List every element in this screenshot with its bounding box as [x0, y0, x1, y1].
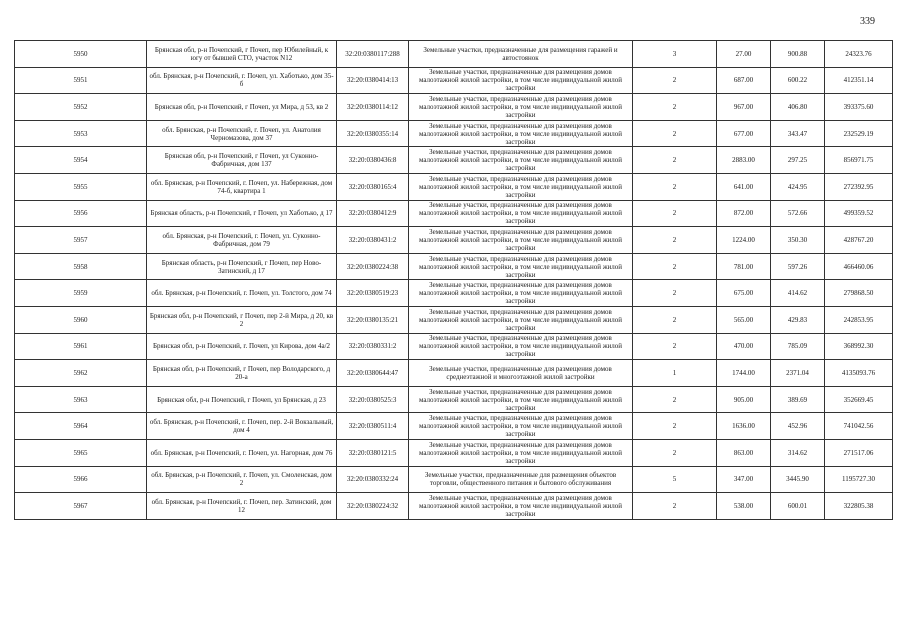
row-number: 5967 — [15, 493, 147, 520]
group-number-cell: 2 — [633, 306, 717, 333]
table-row — [15, 227, 893, 254]
cadastral-valuation-table — [14, 40, 893, 520]
address-cell: Брянская обл, р-н Почепский, г. Почеп, ул Кирова, дом 4а/2 — [147, 333, 337, 360]
group-number-cell: 2 — [633, 493, 717, 520]
group-number-cell: 2 — [633, 439, 717, 466]
specific-value-cell: 2371.04 — [771, 360, 825, 387]
row-number: 5966 — [15, 466, 147, 493]
address-cell: Брянская обл, р-н Почепский, г Почеп, ул Суконно-Фабричная, дом 137 — [147, 147, 337, 174]
specific-value-cell: 297.25 — [771, 147, 825, 174]
group-number-cell: 2 — [633, 200, 717, 227]
specific-value-cell: 414.62 — [771, 280, 825, 307]
group-number-cell: 2 — [633, 413, 717, 440]
row-number: 5959 — [15, 280, 147, 307]
row-number: 5965 — [15, 439, 147, 466]
land-use-cell: Земельные участки, предназначенные для размещения домов малоэтажной жилой застройки, в том числе индивидуальной жилой застройки — [409, 439, 633, 466]
land-use-cell: Земельные участки, предназначенные для размещения домов малоэтажной жилой застройки, в том числе индивидуальной жилой застройки — [409, 386, 633, 413]
cadastral-cost-cell: 368992.30 — [825, 333, 893, 360]
area-cell: 675.00 — [717, 280, 771, 307]
cadastral-cost-cell: 741042.56 — [825, 413, 893, 440]
specific-value-cell: 389.69 — [771, 386, 825, 413]
land-use-cell: Земельные участки, предназначенные для размещения домов малоэтажной жилой застройки, в том числе индивидуальной жилой застройки — [409, 200, 633, 227]
cadastral-number-cell: 32:20:0380412:9 — [337, 200, 409, 227]
cadastral-cost-cell: 242853.95 — [825, 306, 893, 333]
land-use-cell: Земельные участки, предназначенные для размещения домов малоэтажной жилой застройки, в том числе индивидуальной жилой застройки — [409, 280, 633, 307]
area-cell: 1744.00 — [717, 360, 771, 387]
cadastral-cost-cell: 232529.19 — [825, 120, 893, 147]
address-cell: обл. Брянская, р-н Почепский, г. Почеп, ул. Набережная, дом 74-б, квартира 1 — [147, 173, 337, 200]
row-number: 5957 — [15, 227, 147, 254]
table-row — [15, 439, 893, 466]
land-use-cell: Земельные участки, предназначенные для размещения домов малоэтажной жилой застройки, в том числе индивидуальной жилой застройки — [409, 306, 633, 333]
specific-value-cell: 424.95 — [771, 173, 825, 200]
area-cell: 565.00 — [717, 306, 771, 333]
specific-value-cell: 452.96 — [771, 413, 825, 440]
address-cell: обл. Брянская, р-н Почепский, г. Почеп, ул. Смоленская, дом 2 — [147, 466, 337, 493]
cadastral-cost-cell: 856971.75 — [825, 147, 893, 174]
cadastral-number-cell: 32:20:0380414:13 — [337, 67, 409, 94]
specific-value-cell: 600.22 — [771, 67, 825, 94]
area-cell: 1636.00 — [717, 413, 771, 440]
cadastral-number-cell: 32:20:0380355:14 — [337, 120, 409, 147]
group-number-cell: 2 — [633, 147, 717, 174]
specific-value-cell: 600.01 — [771, 493, 825, 520]
row-number: 5964 — [15, 413, 147, 440]
table-body — [15, 41, 893, 520]
area-cell: 1224.00 — [717, 227, 771, 254]
row-number: 5960 — [15, 306, 147, 333]
row-number: 5952 — [15, 94, 147, 121]
area-cell: 781.00 — [717, 253, 771, 280]
area-cell: 470.00 — [717, 333, 771, 360]
row-number: 5955 — [15, 173, 147, 200]
land-use-cell: Земельные участки, предназначенные для размещения домов малоэтажной жилой застройки, в том числе индивидуальной жилой застройки — [409, 94, 633, 121]
land-use-cell: Земельные участки, предназначенные для размещения домов малоэтажной жилой застройки, в том числе индивидуальной жилой застройки — [409, 147, 633, 174]
area-cell: 687.00 — [717, 67, 771, 94]
row-number: 5951 — [15, 67, 147, 94]
group-number-cell: 2 — [633, 333, 717, 360]
table-row — [15, 413, 893, 440]
group-number-cell: 2 — [633, 67, 717, 94]
cadastral-number-cell: 32:20:0380436:8 — [337, 147, 409, 174]
address-cell: Брянская обл, р-н Почепский, г Почеп, пер 2-й Мира, д 20, кв 2 — [147, 306, 337, 333]
cadastral-number-cell: 32:20:0380224:32 — [337, 493, 409, 520]
address-cell: обл. Брянская, р-н Почепский, г. Почеп, ул. Толстого, дом 74 — [147, 280, 337, 307]
group-number-cell: 3 — [633, 41, 717, 68]
cadastral-cost-cell: 466460.06 — [825, 253, 893, 280]
cadastral-number-cell: 32:20:0380121:5 — [337, 439, 409, 466]
cadastral-number-cell: 32:20:0380165:4 — [337, 173, 409, 200]
group-number-cell: 5 — [633, 466, 717, 493]
area-cell: 677.00 — [717, 120, 771, 147]
group-number-cell: 2 — [633, 120, 717, 147]
cadastral-cost-cell: 272392.95 — [825, 173, 893, 200]
cadastral-number-cell: 32:20:0380431:2 — [337, 227, 409, 254]
cadastral-number-cell: 32:20:0380117:288 — [337, 41, 409, 68]
land-use-cell: Земельные участки, предназначенные для размещения домов малоэтажной жилой застройки, в том числе индивидуальной жилой застройки — [409, 493, 633, 520]
cadastral-number-cell: 32:20:0380331:2 — [337, 333, 409, 360]
table-row — [15, 200, 893, 227]
land-use-cell: Земельные участки, предназначенные для размещения объектов торговли, общественного питания и бытового обслуживания — [409, 466, 633, 493]
land-use-cell: Земельные участки, предназначенные для размещения домов малоэтажной жилой застройки, в том числе индивидуальной жилой застройки — [409, 120, 633, 147]
cadastral-cost-cell: 352669.45 — [825, 386, 893, 413]
table-row — [15, 253, 893, 280]
row-number: 5954 — [15, 147, 147, 174]
cadastral-cost-cell: 1195727.30 — [825, 466, 893, 493]
cadastral-cost-cell: 499359.52 — [825, 200, 893, 227]
cadastral-number-cell: 32:20:0380511:4 — [337, 413, 409, 440]
specific-value-cell: 3445.90 — [771, 466, 825, 493]
group-number-cell: 2 — [633, 94, 717, 121]
row-number: 5961 — [15, 333, 147, 360]
row-number: 5956 — [15, 200, 147, 227]
row-number: 5953 — [15, 120, 147, 147]
cadastral-cost-cell: 271517.06 — [825, 439, 893, 466]
table-row — [15, 120, 893, 147]
land-use-cell: Земельные участки, предназначенные для размещения домов малоэтажной жилой застройки, в том числе индивидуальной жилой застройки — [409, 253, 633, 280]
land-use-cell: Земельные участки, предназначенные для размещения домов малоэтажной жилой застройки, в том числе индивидуальной жилой застройки — [409, 333, 633, 360]
area-cell: 967.00 — [717, 94, 771, 121]
cadastral-number-cell: 32:20:0380519:23 — [337, 280, 409, 307]
table-row — [15, 466, 893, 493]
table-row — [15, 41, 893, 68]
table-row — [15, 147, 893, 174]
group-number-cell: 2 — [633, 227, 717, 254]
cadastral-number-cell: 32:20:0380644:47 — [337, 360, 409, 387]
group-number-cell: 2 — [633, 173, 717, 200]
cadastral-cost-cell: 4135093.76 — [825, 360, 893, 387]
address-cell: Брянская обл, р-н Почепский, г Почеп, пер Юбилейный, к югу от бывшей СТО, участок N12 — [147, 41, 337, 68]
land-use-cell: Земельные участки, предназначенные для размещения гаражей и автостоянок — [409, 41, 633, 68]
land-use-cell: Земельные участки, предназначенные для размещения домов малоэтажной жилой застройки, в том числе индивидуальной жилой застройки — [409, 413, 633, 440]
cadastral-cost-cell: 412351.14 — [825, 67, 893, 94]
group-number-cell: 1 — [633, 360, 717, 387]
specific-value-cell: 350.30 — [771, 227, 825, 254]
cadastral-number-cell: 32:20:0380525:3 — [337, 386, 409, 413]
table-row — [15, 386, 893, 413]
address-cell: обл. Брянская, р-н Почепский, г. Почеп, ул. Нагорная, дом 76 — [147, 439, 337, 466]
address-cell: обл. Брянская, р-н Почепский, г. Почеп, пер. 2-й Вокзальный, дом 4 — [147, 413, 337, 440]
address-cell: обл. Брянская, р-н Почепский, г. Почеп, ул. Суконно-Фабричная, дом 79 — [147, 227, 337, 254]
area-cell: 538.00 — [717, 493, 771, 520]
land-use-cell: Земельные участки, предназначенные для размещения домов малоэтажной жилой застройки, в том числе индивидуальной жилой застройки — [409, 227, 633, 254]
table-row — [15, 94, 893, 121]
area-cell: 863.00 — [717, 439, 771, 466]
cadastral-cost-cell: 393375.60 — [825, 94, 893, 121]
table-row — [15, 280, 893, 307]
row-number: 5963 — [15, 386, 147, 413]
cadastral-number-cell: 32:20:0380332:24 — [337, 466, 409, 493]
specific-value-cell: 343.47 — [771, 120, 825, 147]
address-cell: Брянская область, р-н Почепский, г Почеп, пер Ново-Затинский, д 17 — [147, 253, 337, 280]
table-row — [15, 306, 893, 333]
specific-value-cell: 900.88 — [771, 41, 825, 68]
row-number: 5950 — [15, 41, 147, 68]
area-cell: 872.00 — [717, 200, 771, 227]
table-row — [15, 173, 893, 200]
address-cell: Брянская обл, р-н Почепский, г Почеп, ул Брянская, д 23 — [147, 386, 337, 413]
land-use-cell: Земельные участки, предназначенные для размещения домов малоэтажной жилой застройки, в том числе индивидуальной жилой застройки — [409, 67, 633, 94]
address-cell: обл. Брянская, р-н Почепский, г. Почеп, пер. Затинский, дом 12 — [147, 493, 337, 520]
specific-value-cell: 314.62 — [771, 439, 825, 466]
address-cell: обл. Брянская, р-н Почепский, г. Почеп, ул. Анатолия Черномазова, дом 37 — [147, 120, 337, 147]
cadastral-number-cell: 32:20:0380135:21 — [337, 306, 409, 333]
specific-value-cell: 406.80 — [771, 94, 825, 121]
table-row — [15, 360, 893, 387]
specific-value-cell: 597.26 — [771, 253, 825, 280]
area-cell: 347.00 — [717, 466, 771, 493]
cadastral-number-cell: 32:20:0380114:12 — [337, 94, 409, 121]
specific-value-cell: 429.83 — [771, 306, 825, 333]
table-row — [15, 493, 893, 520]
group-number-cell: 2 — [633, 386, 717, 413]
cadastral-number-cell: 32:20:0380224:38 — [337, 253, 409, 280]
specific-value-cell: 572.66 — [771, 200, 825, 227]
specific-value-cell: 785.09 — [771, 333, 825, 360]
row-number: 5958 — [15, 253, 147, 280]
table-row — [15, 333, 893, 360]
group-number-cell: 2 — [633, 280, 717, 307]
cadastral-cost-cell: 322805.38 — [825, 493, 893, 520]
table-row — [15, 67, 893, 94]
address-cell: обл. Брянская, р-н Почепский, г. Почеп, ул. Хаботько, дом 35-б — [147, 67, 337, 94]
land-use-cell: Земельные участки, предназначенные для размещения домов среднеэтажной и многоэтажной жилой застройки — [409, 360, 633, 387]
area-cell: 905.00 — [717, 386, 771, 413]
address-cell: Брянская обл, р-н Почепский, г Почеп, пер Володарского, д 20-а — [147, 360, 337, 387]
cadastral-cost-cell: 279868.50 — [825, 280, 893, 307]
address-cell: Брянская обл, р-н Почепский, г Почеп, ул Мира, д 53, кв 2 — [147, 94, 337, 121]
land-use-cell: Земельные участки, предназначенные для размещения домов малоэтажной жилой застройки, в том числе индивидуальной жилой застройки — [409, 173, 633, 200]
area-cell: 27.00 — [717, 41, 771, 68]
area-cell: 2883.00 — [717, 147, 771, 174]
cadastral-cost-cell: 24323.76 — [825, 41, 893, 68]
group-number-cell: 2 — [633, 253, 717, 280]
address-cell: Брянская область, р-н Почепский, г Почеп, ул Хаботько, д 17 — [147, 200, 337, 227]
row-number: 5962 — [15, 360, 147, 387]
area-cell: 641.00 — [717, 173, 771, 200]
cadastral-cost-cell: 428767.20 — [825, 227, 893, 254]
page-number: 339 — [860, 16, 875, 27]
